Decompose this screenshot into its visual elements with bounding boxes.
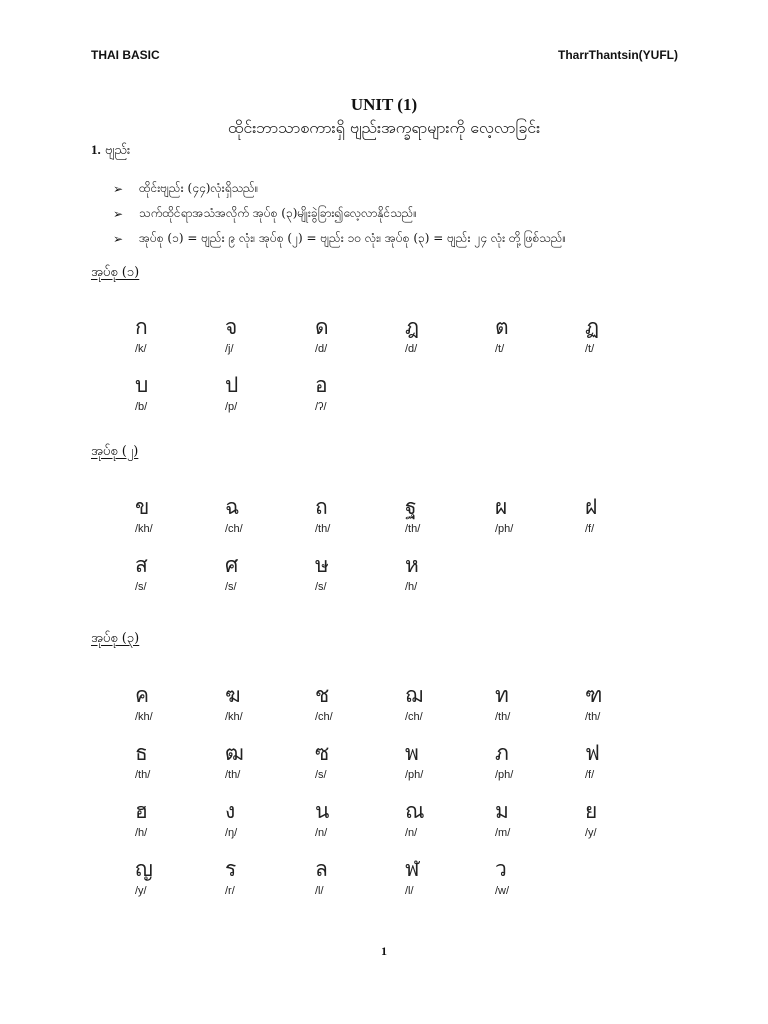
thai-letter: ธ [135,741,148,765]
thai-letter: ภ [495,741,509,765]
letter-sound: /f/ [585,523,595,535]
thai-letter: ซ [315,741,330,765]
thai-letter: ท [495,683,509,707]
section-heading [91,142,130,161]
letter-sound: /n/ [315,827,328,839]
letter-sound: /t/ [495,343,505,355]
letter-sound: /d/ [405,343,418,355]
thai-letter: ฒ [225,741,244,765]
letter-sound: /kh/ [225,711,243,723]
letter-sound: /d/ [315,343,328,355]
thai-letter: น [315,799,330,823]
letter-sound: /s/ [315,581,327,593]
letter-sound: /w/ [495,885,510,897]
letter-cell [225,312,315,370]
letter-cell [405,854,495,912]
thai-letter: ต [495,315,509,339]
letter-sound: /k/ [135,343,147,355]
letter-sound: /th/ [405,523,421,535]
letter-cell [495,312,585,370]
letter-cell [405,312,495,370]
header-right: TharrThantsin(YUFL) [558,48,678,62]
letter-cell [135,854,225,912]
thai-letter: ฟ [585,741,600,765]
thai-letter: ฌ [405,683,423,707]
letter-cell [405,492,495,550]
letter-cell [315,370,405,428]
letter-cell [135,680,225,738]
bullet-item [113,201,693,226]
letter-sound: /l/ [315,885,324,897]
letter-cell [585,796,675,854]
thai-letter: ฮ [135,799,148,823]
letter-sound: /s/ [315,769,327,781]
letter-grid-group-3 [135,680,675,912]
arrowhead-bullet-icon: ➢ [113,231,124,246]
thai-letter: พ [405,741,419,765]
letter-cell [315,796,405,854]
thai-letter: ย [585,799,598,823]
bullet-item [113,226,693,251]
bullet-text: ထိုင်းဗျည်း (၄၄)လုံးရှိသည်။ [139,180,259,195]
letter-cell [135,550,225,608]
letter-cell [225,550,315,608]
thai-letter: ข [135,495,150,519]
bullet-item [113,176,693,201]
thai-letter: ฐ [405,495,417,519]
letter-cell [405,680,495,738]
letter-sound: /kh/ [135,523,153,535]
letter-cell [135,796,225,854]
letter-cell [315,738,405,796]
letter-sound: /th/ [495,711,511,723]
letter-cell [315,312,405,370]
thai-letter: ล [315,857,328,881]
letter-sound: /l/ [405,885,414,897]
letter-cell [225,492,315,550]
letter-cell [585,680,675,738]
group-label-1: အုပ်စု (၁) [91,265,140,280]
unit-title: UNIT (1) [350,95,418,114]
letter-sound: /th/ [585,711,601,723]
letter-cell [405,796,495,854]
section-number: 1. [91,142,101,157]
thai-letter: ม [495,799,509,823]
letter-sound: /m/ [495,827,511,839]
thai-letter: ด [315,315,329,339]
section-label: ဗျည်း [104,143,131,158]
header-left: THAI BASIC [91,48,160,62]
letter-cell [225,854,315,912]
letter-sound: /j/ [225,343,234,355]
thai-letter: ช [315,683,330,707]
thai-letter: ง [225,799,236,823]
thai-letter: ญ [135,857,153,881]
letter-cell [585,738,675,796]
arrowhead-bullet-icon: ➢ [113,181,124,196]
thai-letter: ฏ [585,315,600,339]
letter-cell [135,492,225,550]
thai-letter: ณ [405,799,425,823]
letter-cell [585,492,675,550]
thai-letter: บ [135,373,149,397]
letter-sound: /y/ [585,827,597,839]
letter-cell [405,738,495,796]
letter-sound: /th/ [315,523,331,535]
group-label-2: အုပ်စု (၂) [91,444,139,459]
page-number: 1 [381,944,387,958]
letter-cell [135,312,225,370]
letter-sound: /t/ [585,343,595,355]
arrowhead-bullet-icon: ➢ [113,206,124,221]
letter-sound: /y/ [135,885,147,897]
thai-letter: ฬ [405,857,420,881]
bullet-text: အုပ်စု (၁) = ဗျည်း ၉ လုံး၊ အုပ်စု (၂) = ဗျည်း ၁၀ လုံး၊ အုပ်စု (၃) = ဗျည်း ၂၄ လုံး တို့ဖြစ်သည်။ [139,230,567,245]
letter-sound: /r/ [225,885,235,897]
letter-sound: /f/ [585,769,595,781]
letter-cell [315,854,405,912]
letter-sound: /ch/ [315,711,333,723]
thai-letter: ฎ [405,315,420,339]
letter-cell [135,738,225,796]
thai-letter: ห [405,553,419,577]
letter-sound: /ph/ [495,769,514,781]
thai-letter: ร [225,857,237,881]
letter-sound: /ph/ [405,769,424,781]
letter-grid-group-1 [135,312,675,428]
letter-cell [135,370,225,428]
letter-cell [315,680,405,738]
letter-sound: /th/ [135,769,151,781]
letter-cell [495,738,585,796]
thai-letter: ก [135,315,148,339]
letter-sound: /h/ [135,827,148,839]
letter-cell [225,370,315,428]
thai-letter: อ [315,373,328,397]
letter-cell [495,796,585,854]
thai-letter: ป [225,373,239,397]
thai-letter: ฆ [225,683,241,707]
thai-letter: ฉ [225,495,240,519]
thai-letter: ถ [315,495,328,519]
thai-letter: ศ [225,553,239,577]
letter-sound: /n/ [405,827,418,839]
letter-cell [495,854,585,912]
letter-cell [405,550,495,608]
letter-sound: /s/ [225,581,237,593]
bullet-list [113,176,693,251]
letter-sound: /p/ [225,401,238,413]
letter-sound: /kh/ [135,711,153,723]
letter-sound: /h/ [405,581,418,593]
letter-cell [495,680,585,738]
letter-grid-group-2 [135,492,675,608]
letter-cell [225,680,315,738]
unit-subtitle: ထိုင်းဘာသာစကားရှိ ဗျည်းအက္ခရာများကို လေ့လာခြင်း [227,118,541,137]
thai-letter: ฑ [585,683,603,707]
thai-letter: ค [135,683,150,707]
group-label-3: အုပ်စု (၃) [91,631,140,646]
letter-cell [315,492,405,550]
thai-letter: ฝ [585,495,598,519]
thai-letter: จ [225,315,238,339]
letter-cell [495,492,585,550]
letter-sound: /s/ [135,581,147,593]
letter-cell [585,312,675,370]
letter-sound: /th/ [225,769,241,781]
thai-letter: ผ [495,495,508,519]
letter-cell [225,738,315,796]
thai-letter: ส [135,553,148,577]
thai-letter: ว [495,857,507,881]
letter-cell [315,550,405,608]
thai-letter: ษ [315,553,329,577]
letter-cell [225,796,315,854]
letter-sound: /ch/ [225,523,243,535]
letter-sound: /ch/ [405,711,423,723]
letter-sound: /ph/ [495,523,514,535]
bullet-text: သက်ထိုင်ရာအသံအလိုက် အုပ်စု (၃)မျိုးခွဲခြား၍လေ့လာနိုင်သည်။ [139,205,418,220]
letter-sound: /ŋ/ [225,827,238,839]
letter-sound: /b/ [135,401,148,413]
letter-sound: /ʔ/ [315,401,327,413]
